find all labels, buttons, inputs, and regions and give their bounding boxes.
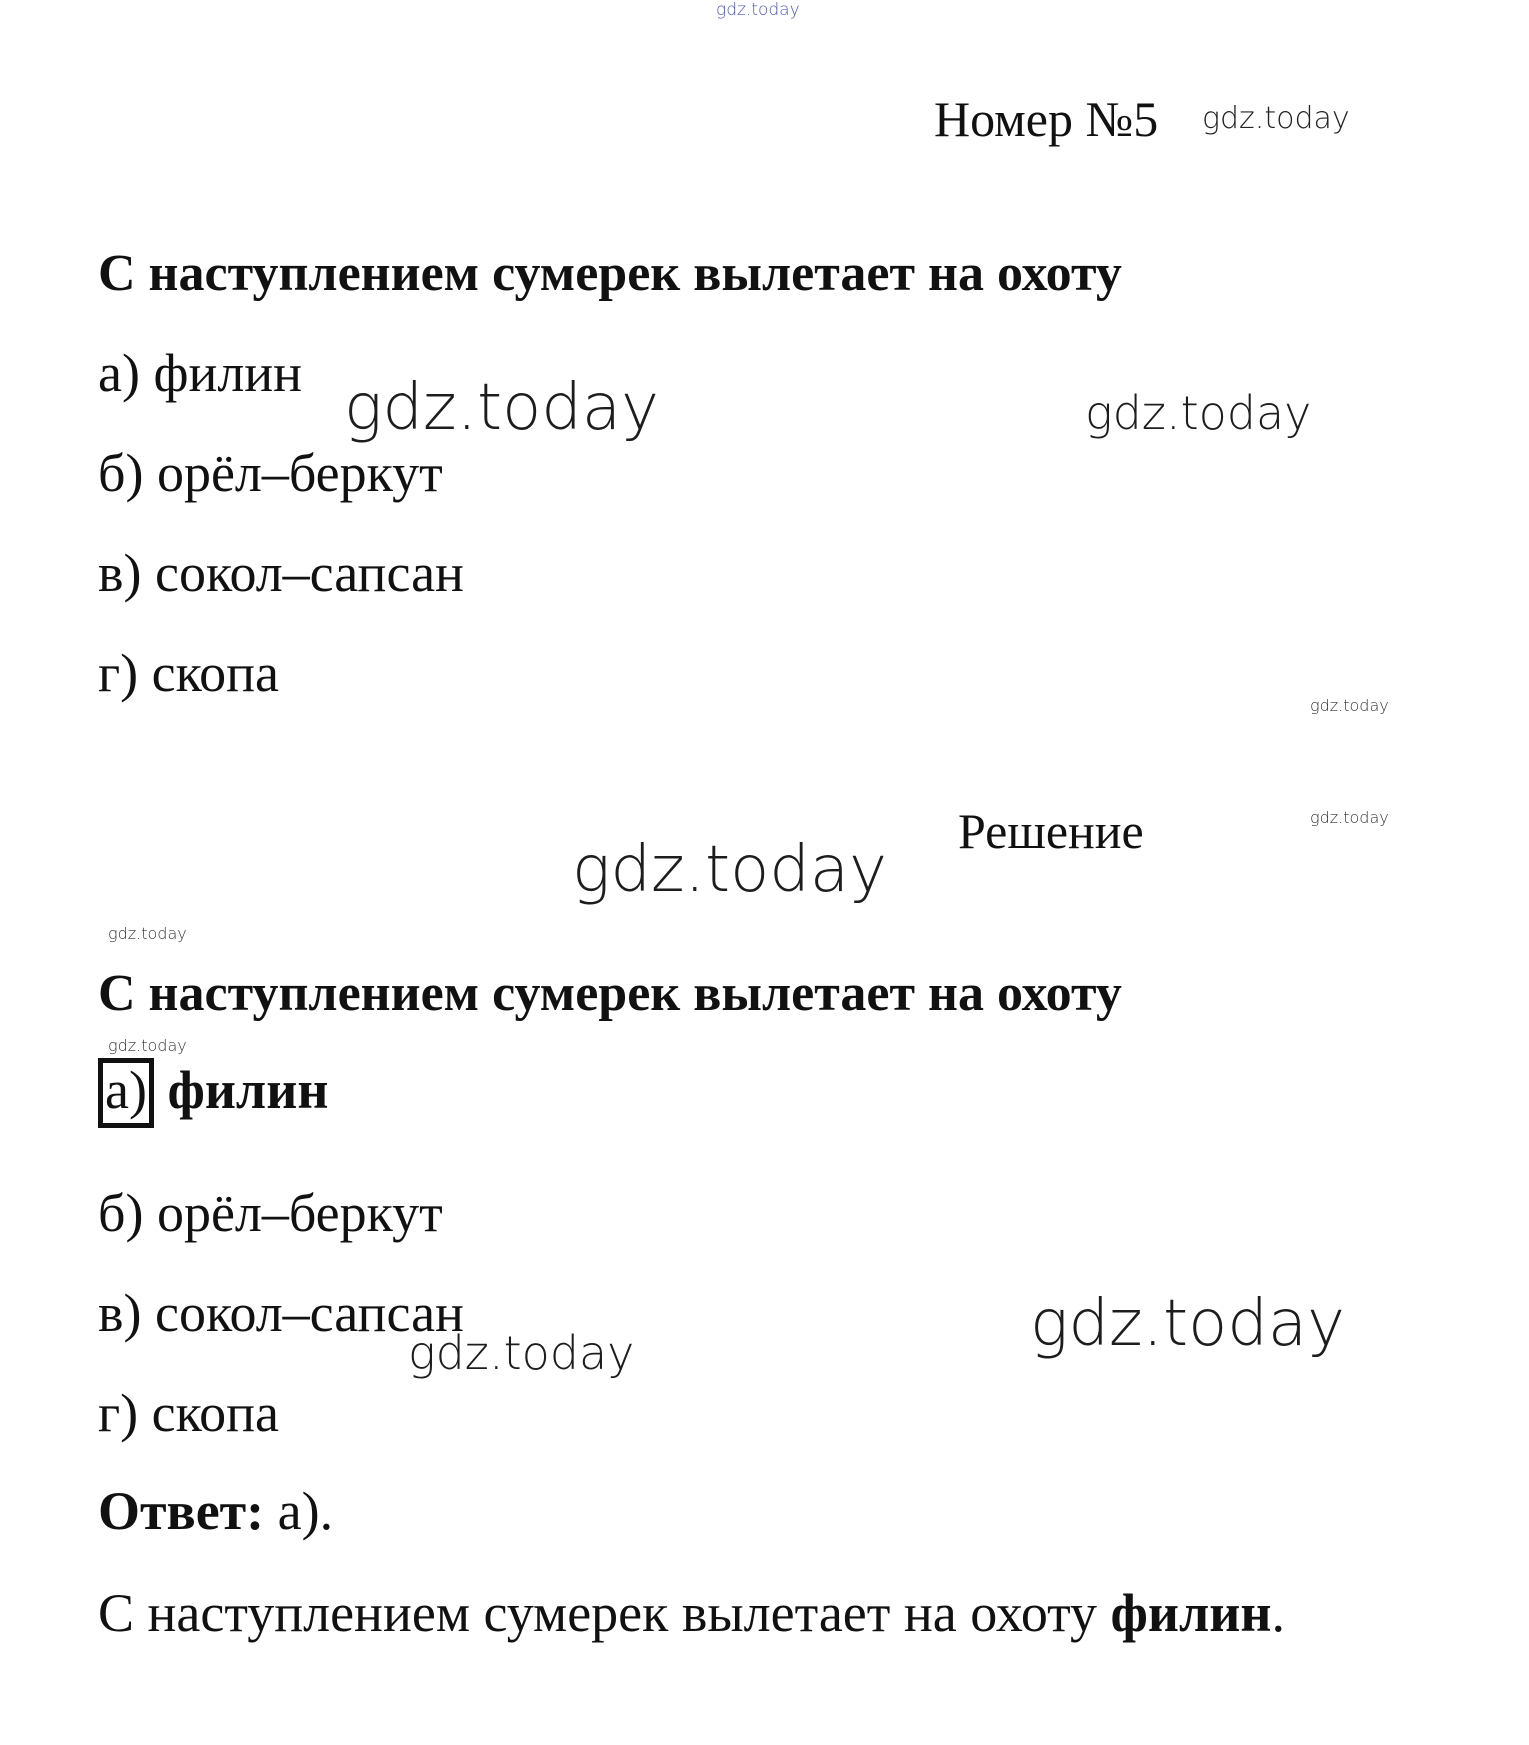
conclusion-text: С наступлением сумерек вылетает на охоту [98, 1583, 1111, 1643]
solution-option-d: г) скопа [98, 1383, 279, 1443]
watermark: gdz.today [572, 833, 887, 907]
option-b: б) орёл–беркут [98, 443, 443, 503]
watermark: gdz.today [344, 371, 659, 445]
watermark: gdz.today [1310, 696, 1389, 715]
solution-option-c: в) сокол–сапсан [98, 1283, 464, 1343]
solution-heading: Решение [958, 803, 1144, 859]
watermark: gdz.today [1085, 386, 1312, 440]
option-d: г) скопа [98, 643, 279, 703]
answer-line [98, 1481, 334, 1541]
conclusion-end: . [1271, 1583, 1285, 1643]
conclusion-sentence [98, 1583, 1285, 1643]
watermark: gdz.today [1030, 1287, 1345, 1361]
option-a: а) филин [98, 343, 303, 403]
watermark: gdz.today [108, 1036, 187, 1055]
answer-label: Ответ: [98, 1481, 265, 1541]
watermark: gdz.today [108, 924, 187, 943]
question-text: С наступлением сумерек вылетает на охоту [98, 245, 1122, 302]
selected-marker-box: а) [98, 1058, 154, 1128]
conclusion-word: филин [1110, 1583, 1272, 1643]
watermark: gdz.today [1202, 101, 1350, 136]
watermark: gdz.today [716, 0, 800, 20]
selected-option [98, 1058, 328, 1128]
watermark: gdz.today [408, 1326, 635, 1380]
option-c: в) сокол–сапсан [98, 543, 464, 603]
page-title: Номер №5 [934, 91, 1159, 147]
selected-option-word: филин [167, 1060, 329, 1120]
watermark: gdz.today [1310, 808, 1389, 827]
answer-value: а). [264, 1481, 334, 1541]
solution-question-text: С наступлением сумерек вылетает на охоту [98, 965, 1122, 1022]
solution-option-b: б) орёл–беркут [98, 1183, 443, 1243]
